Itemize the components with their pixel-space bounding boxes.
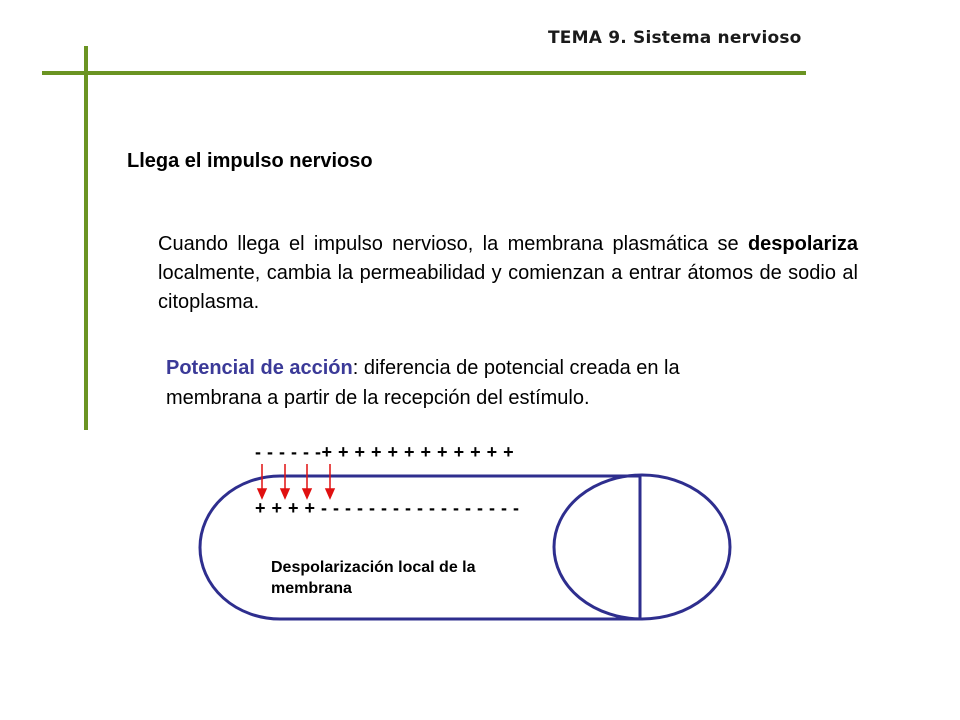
bold-term-despolariza: despolariza — [747, 233, 858, 255]
paragraph-text-end: localmente, cambia la permeabilidad y comienzan a entrar átomos de sodio al citoplasma. — [158, 262, 858, 313]
term-potencial-de-accion: Potencial de acción — [166, 357, 353, 379]
diagram-caption: Despolarización local de la membrana — [271, 559, 476, 597]
definition-text: : diferencia de potencial creada en la membrana a partir de la recepción del estímulo. — [166, 357, 680, 409]
membrane-end-ellipse — [554, 475, 730, 619]
section-heading: Llega el impulso nervioso — [127, 150, 373, 172]
charges-inner-row: + + + + - - - - - - - - - - - - - - - - - — [255, 498, 520, 518]
arrow-2-head — [281, 489, 289, 498]
header-title: TEMA 9. Sistema nervioso — [548, 28, 802, 48]
depolarization-arrows — [258, 464, 334, 498]
arrow-1-head — [258, 489, 266, 498]
charges-outer-row: - - - - - -+ + + + + + + + + + + + — [255, 442, 515, 462]
paragraph-text-start: Cuando llega el impulso nervioso, la membrana plasmática se — [158, 233, 748, 255]
arrow-4-head — [326, 489, 334, 498]
arrow-3-head — [303, 489, 311, 498]
